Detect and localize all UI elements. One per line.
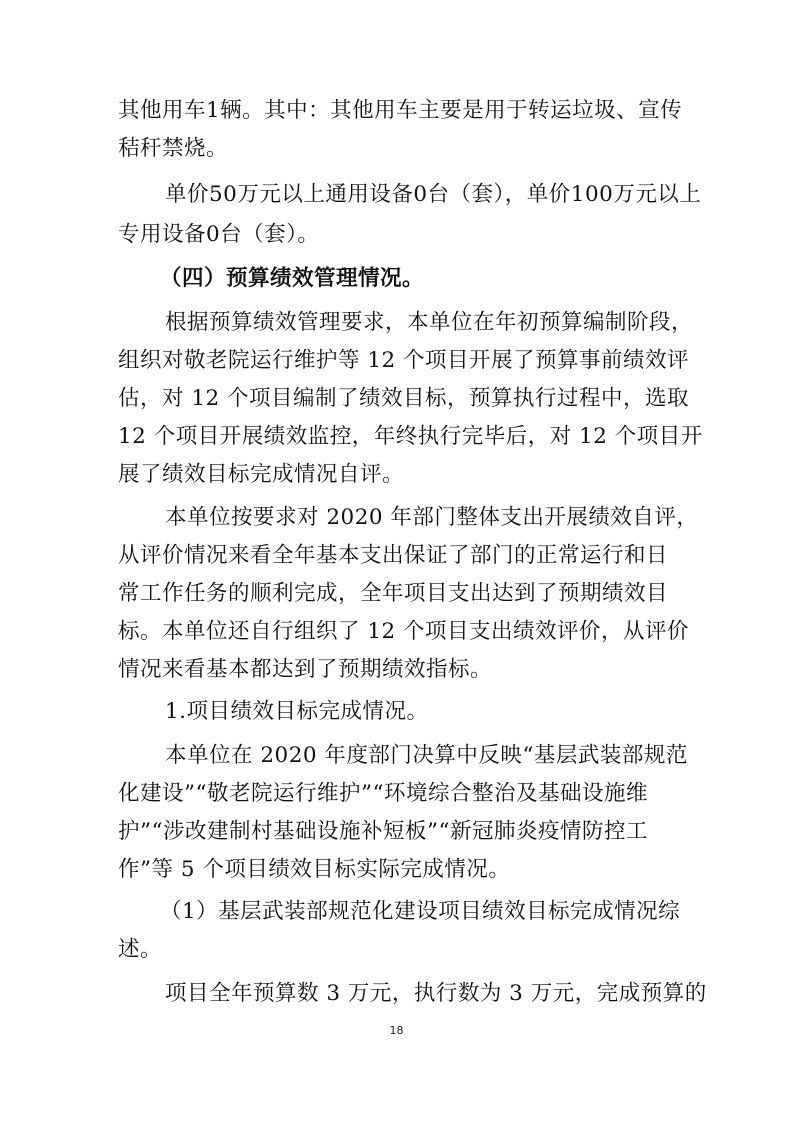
section-heading: （四）预算绩效管理情况。 [160,266,425,291]
paragraph-line: 项目全年预算数 3 万元，执行数为 3 万元，完成预算的 [165,981,707,1006]
paragraph-line: 单价50万元以上通用设备0台（套），单价100万元以上 [165,182,702,207]
paragraph-line: 化建设”“敬老院运行维护”“环境综合整治及基础设施维 [118,781,648,806]
paragraph-line: 12 个项目开展绩效监控，年终执行完毕后，对 12 个项目开 [118,424,703,449]
paragraph-line: 专用设备0台（套）。 [118,222,320,247]
paragraph-line: 展了绩效目标完成情况自评。 [118,462,405,487]
paragraph-line: 述。 [118,937,163,962]
page-number: 18 [389,1024,404,1037]
paragraph-line: 组织对敬老院运行维护等 12 个项目开展了预算事前绩效评 [118,348,690,373]
paragraph-line: 从评价情况来看全年基本支出保证了部门的正常运行和日 [118,543,669,568]
paragraph-line: 标。本单位还自行组织了 12 个项目支出绩效评价，从评价 [118,619,690,644]
paragraph-line: 情况来看基本都达到了预期绩效指标。 [118,657,493,682]
paragraph-line: 护”“涉改建制村基础设施补短板”“新冠肺炎疫情防控工 [118,819,648,844]
paragraph-line: 估，对 12 个项目编制了绩效目标，预算执行过程中，选取 [118,386,690,411]
subsection-heading: 1.项目绩效目标完成情况。 [165,699,429,724]
paragraph-line: 常工作任务的顺利完成，全年项目支出达到了预期绩效目 [118,581,669,606]
paragraph-line: 根据预算绩效管理要求，本单位在年初预算编制阶段， [165,310,694,335]
paragraph-line: 本单位在 2020 年度部门决算中反映“基层武装部规范 [165,743,688,768]
paragraph-line: 本单位按要求对 2020 年部门整体支出开展绩效自评， [165,505,699,530]
paragraph-line: 秸秆禁烧。 [118,136,229,161]
paragraph-line: （1）基层武装部规范化建设项目绩效目标完成情况综 [160,899,681,924]
paragraph-line: 其他用车1辆。其中：其他用车主要是用于转运垃圾、宣传 [118,98,683,123]
paragraph-line: 作”等 5 个项目绩效目标实际完成情况。 [118,857,511,882]
